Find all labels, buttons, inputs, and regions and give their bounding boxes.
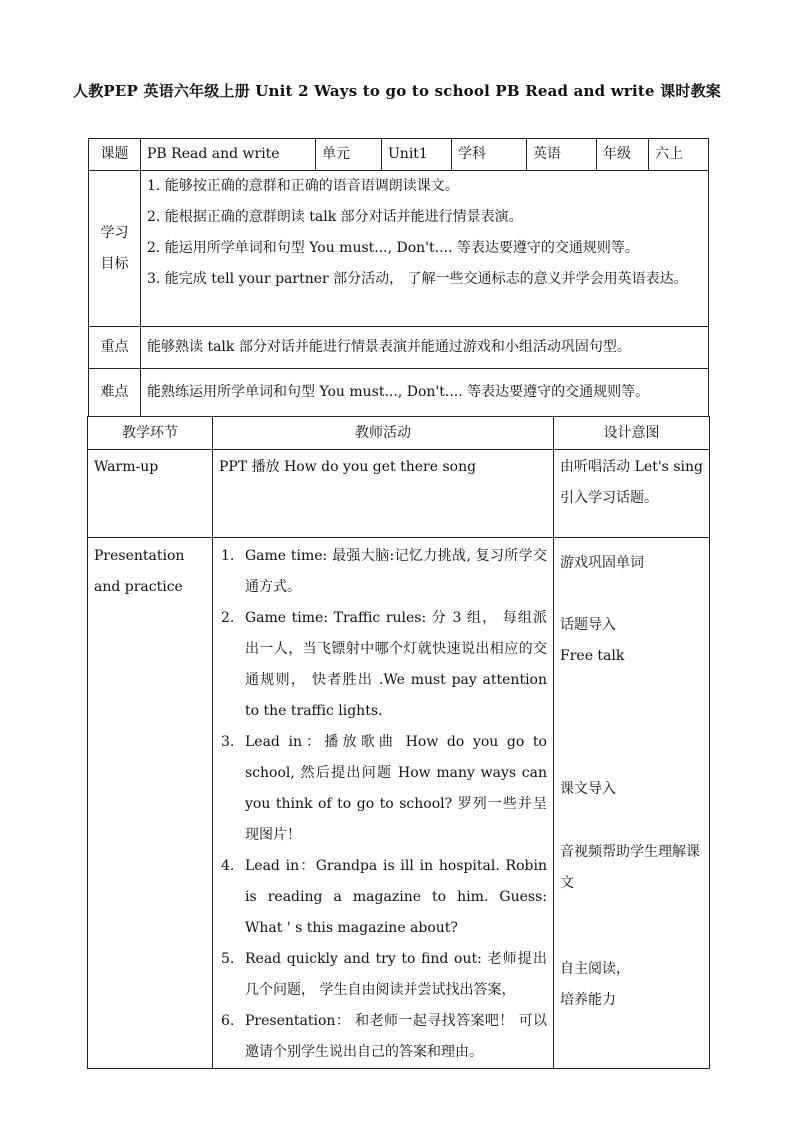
- step-item: 1. Game time: 最强大脑:记忆力挑战, 复习所学交通方式。: [221, 548, 547, 595]
- procedure-table: [87, 416, 710, 1069]
- step-item: 6. Presentation： 和老师一起寻找答案吧！ 可以邀请个别学生说出自己的答案和理由。: [221, 1013, 547, 1060]
- presentation-stage-text: Presentation and practice: [94, 548, 185, 595]
- objectives-label-line1: 学习: [100, 224, 129, 241]
- header-teacher-activity: 教师活动: [213, 417, 554, 450]
- presentation-intents: [554, 538, 710, 1069]
- intent-item: 游戏巩固单词: [560, 555, 644, 571]
- objective-item: 2. 能根据正确的意群朗读 talk 部分对话并能进行情景表演。: [147, 209, 523, 225]
- intent-item: 音视频帮助学生理解课文: [560, 844, 700, 891]
- subject-label: 学科: [452, 139, 527, 171]
- topic-value: PB Read and write: [141, 139, 316, 171]
- objectives-label-line2: 目标: [100, 255, 129, 272]
- topic-label: 课题: [89, 139, 141, 171]
- intent-item: 话题导入: [560, 617, 616, 633]
- header-stage: 教学环节: [88, 417, 213, 450]
- key-points-text: 能够熟读 talk 部分对话并能进行情景表演并能通过游戏和小组活动巩固句型。: [141, 327, 709, 369]
- step-item: 4. Lead in：Grandpa is ill in hospital. Robin is reading a magazine to him. Guess: What ' s this magazine about?: [221, 858, 547, 936]
- warmup-stage: Warm-up: [88, 450, 213, 538]
- difficulties-text: 能熟练运用所学单词和句型 You must..., Don't.... 等表达要遵守的交通规则等。: [141, 369, 709, 417]
- header-design-intent: 设计意图: [554, 417, 710, 450]
- key-points-label: 重点: [89, 327, 141, 369]
- unit-label: 单元: [316, 139, 382, 171]
- presentation-activities: [213, 538, 554, 1069]
- warmup-activity: PPT 播放 How do you get there song: [213, 450, 554, 538]
- intent-item: Free talk: [560, 648, 625, 664]
- objective-item: 3. 能完成 tell your partner 部分活动， 了解一些交通标志的意义并学会用英语表达。: [147, 271, 688, 287]
- difficulties-label: 难点: [89, 369, 141, 417]
- warmup-intent: 由听唱活动 Let's sing 引入学习话题。: [554, 450, 710, 538]
- presentation-stage: [88, 538, 213, 1069]
- objective-item: 1. 能够按正确的意群和正确的语音语调朗读课文。: [147, 178, 459, 194]
- step-item: 2. Game time: Traffic rules: 分 3 组， 每组派出一人，当飞镖射中哪个灯就快速说出相应的交通规则， 快者胜出 .We must pay attention to the traffic lights.: [221, 610, 547, 719]
- step-item: 3. Lead in：播放歌曲 How do you go to school, 然后提出问题 How many ways can you think of to go to school? 罗列一些并呈现图片！: [221, 734, 547, 843]
- intent-item: 培养能力: [560, 992, 616, 1008]
- grade-label: 年级: [597, 139, 649, 171]
- subject-value: 英语: [527, 139, 597, 171]
- objectives-list: [141, 171, 709, 327]
- lesson-info-table: [88, 138, 709, 417]
- intent-item: 课文导入: [560, 781, 616, 797]
- unit-value: Unit1: [382, 139, 452, 171]
- objective-item: 2. 能运用所学单词和句型 You must..., Don't.... 等表达要遵守的交通规则等。: [147, 240, 639, 256]
- page-title: 人教PEP 英语六年级上册 Unit 2 Ways to go to school PB Read and write 课时教案: [73, 82, 721, 100]
- steps-list: [221, 541, 547, 1068]
- intent-item: 自主阅读，: [560, 961, 630, 977]
- objectives-label: [89, 171, 141, 327]
- grade-value: 六上: [649, 139, 709, 171]
- step-item: 5. Read quickly and try to find out: 老师提出几个问题， 学生自由阅读并尝试找出答案，: [221, 951, 547, 998]
